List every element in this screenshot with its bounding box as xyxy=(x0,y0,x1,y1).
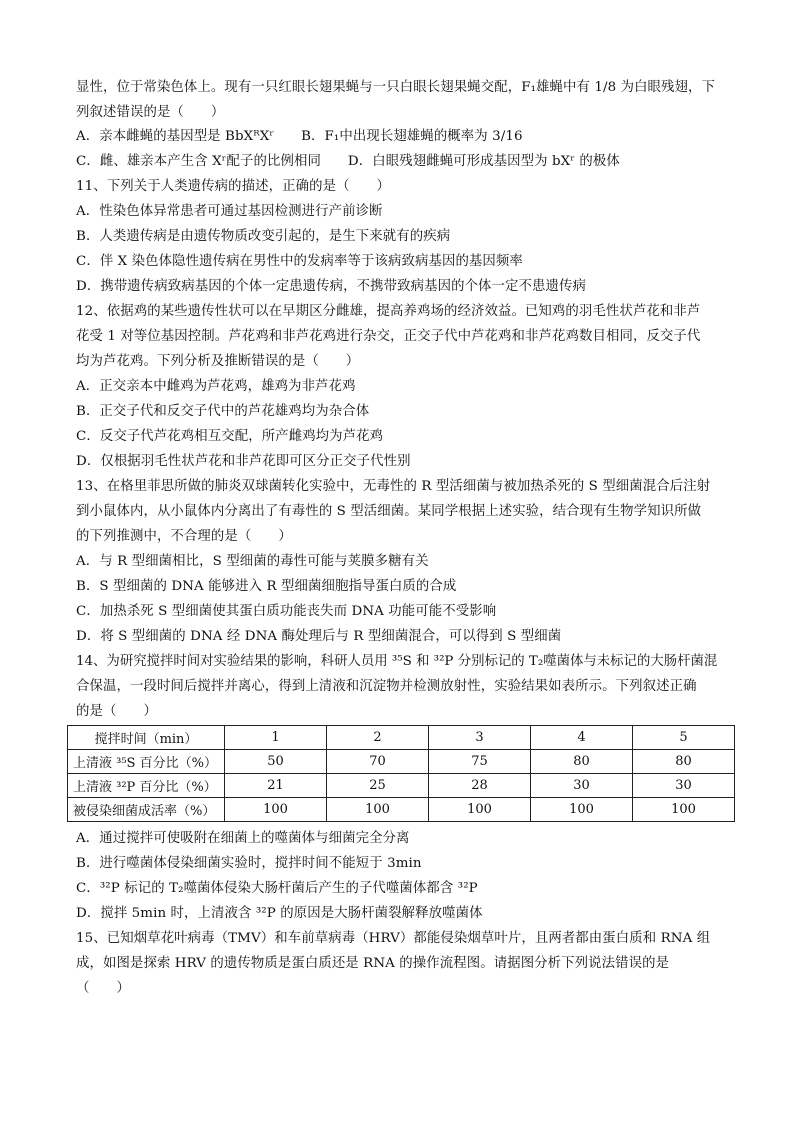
row-label: 上清液 ³⁵S 百分比（%） xyxy=(68,750,225,774)
table-cell: 100 xyxy=(327,798,429,822)
q11-option-a: A．性染色体异常患者可通过基因检测进行产前诊断 xyxy=(76,204,383,219)
question-12-title: 12、依据鸡的某些遗传性状可以在早期区分雌雄，提高养鸡场的经济效益。已知鸡的羽毛性状芦花和非芦 xyxy=(76,304,701,319)
question-14-text: 的是（ ） xyxy=(76,704,157,719)
q14-option-b: B．进行噬菌体侵染细菌实验时，搅拌时间不能短于 3min xyxy=(76,856,422,871)
q13-option-d: D．将 S 型细菌的 DNA 经 DNA 酶处理后与 R 型细菌混合，可以得到 S 型细菌 xyxy=(76,629,562,644)
question-15-answer-blank: （ ） xyxy=(76,981,130,996)
table-cell: 30 xyxy=(531,774,633,798)
question-14-title: 14、为研究搅拌时间对实验结果的影响，科研人员用 ³⁵S 和 ³²P 分别标记的 T₂噬菌体与未标记的大肠杆菌混 xyxy=(76,654,718,669)
table-row xyxy=(68,750,735,774)
table-cell: 100 xyxy=(429,798,531,822)
table-cell: 25 xyxy=(327,774,429,798)
table-cell: 100 xyxy=(225,798,327,822)
text-line: 显性，位于常染色体上。现有一只红眼长翅果蝇与一只白眼长翅果蝇交配，F₁雄蝇中有 1/8 为白眼残翅，下 xyxy=(76,80,716,95)
q12-option-b: B．正交子代和反交子代中的芦花雄鸡均为杂合体 xyxy=(76,404,370,419)
table-header-cell: 3 xyxy=(429,726,531,750)
table-cell: 70 xyxy=(327,750,429,774)
table-row xyxy=(68,798,735,822)
q12-option-d: D．仅根据羽毛性状芦花和非芦花即可区分正交子代性别 xyxy=(76,454,411,469)
table-cell: 100 xyxy=(531,798,633,822)
question-stem: 列叙述错误的是（ ） xyxy=(76,105,225,120)
q13-option-b: B．S 型细菌的 DNA 能够进入 R 型细菌细胞指导蛋白质的合成 xyxy=(76,579,457,594)
option-c-d: C．雌、雄亲本产生含 Xʳ配子的比例相同 D．白眼残翅雌蝇可形成基因型为 bXʳ 的极体 xyxy=(76,154,620,169)
experiment-results-table xyxy=(67,725,735,822)
table-cell: 50 xyxy=(225,750,327,774)
q11-option-d: D．携带遗传病致病基因的个体一定患遗传病，不携带致病基因的个体一定不患遗传病 xyxy=(76,279,586,294)
table-header-cell: 1 xyxy=(225,726,327,750)
q14-option-c: C．³²P 标记的 T₂噬菌体侵染大肠杆菌后产生的子代噬菌体都含 ³²P xyxy=(76,881,478,896)
table-header-row xyxy=(68,726,735,750)
q14-option-a: A．通过搅拌可使吸附在细菌上的噬菌体与细菌完全分离 xyxy=(76,831,410,846)
question-11-title: 11、下列关于人类遗传病的描述，正确的是（ ） xyxy=(76,179,391,194)
question-12-text: 均为芦花鸡。下列分析及推断错误的是（ ） xyxy=(76,354,360,369)
q11-option-c: C．伴 X 染色体隐性遗传病在男性中的发病率等于该病致病基因的基因频率 xyxy=(76,254,523,269)
table-cell: 21 xyxy=(225,774,327,798)
option-a-b: A．亲本雌蝇的基因型是 BbXᴿXʳ B．F₁中出现长翅雄蝇的概率为 3/16 xyxy=(76,129,523,144)
question-15-title: 15、已知烟草花叶病毒（TMV）和车前草病毒（HRV）都能侵染烟草叶片，且两者都由蛋白质和 RNA 组 xyxy=(76,931,711,946)
table-cell: 100 xyxy=(633,798,735,822)
question-15-text: 成，如图是探索 HRV 的遗传物质是蛋白质还是 RNA 的操作流程图。请据图分析下列说法错误的是 xyxy=(76,956,670,971)
table-cell: 80 xyxy=(633,750,735,774)
table-row xyxy=(68,774,735,798)
table-header-cell: 5 xyxy=(633,726,735,750)
table-cell: 28 xyxy=(429,774,531,798)
q12-option-a: A．正交亲本中雌鸡为芦花鸡，雄鸡为非芦花鸡 xyxy=(76,379,356,394)
question-13-title: 13、在格里菲思所做的肺炎双球菌转化实验中，无毒性的 R 型活细菌与被加热杀死的 S 型细菌混合后注射 xyxy=(76,479,711,494)
table-header-cell: 4 xyxy=(531,726,633,750)
question-14-text: 合保温，一段时间后搅拌并离心，得到上清液和沉淀物并检测放射性，实验结果如表所示。下列叙述正确 xyxy=(76,679,697,694)
table-header-cell: 搅拌时间（min） xyxy=(68,726,225,750)
question-13-text: 到小鼠体内，从小鼠体内分离出了有毒性的 S 型活细菌。某同学根据上述实验，结合现有生物学知识所做 xyxy=(76,504,702,519)
q14-option-d: D．搅拌 5min 时，上清液含 ³²P 的原因是大肠杆菌裂解释放噬菌体 xyxy=(76,906,483,921)
table-cell: 75 xyxy=(429,750,531,774)
table-header-cell: 2 xyxy=(327,726,429,750)
row-label: 被侵染细菌成活率（%） xyxy=(68,798,225,822)
row-label: 上清液 ³²P 百分比（%） xyxy=(68,774,225,798)
q12-option-c: C．反交子代芦花鸡相互交配，所产雌鸡均为芦花鸡 xyxy=(76,429,384,444)
table-cell: 30 xyxy=(633,774,735,798)
question-13-text: 的下列推测中，不合理的是（ ） xyxy=(76,529,292,544)
q13-option-c: C．加热杀死 S 型细菌使其蛋白质功能丧失而 DNA 功能可能不受影响 xyxy=(76,604,497,619)
q11-option-b: B．人类遗传病是由遗传物质改变引起的，是生下来就有的疾病 xyxy=(76,229,451,244)
q13-option-a: A．与 R 型细菌相比，S 型细菌的毒性可能与荚膜多糖有关 xyxy=(76,554,429,569)
table-cell: 80 xyxy=(531,750,633,774)
question-12-text: 花受 1 对等位基因控制。芦花鸡和非芦花鸡进行杂交，正交子代中芦花鸡和非芦花鸡数目相同，反交子代 xyxy=(76,329,701,344)
